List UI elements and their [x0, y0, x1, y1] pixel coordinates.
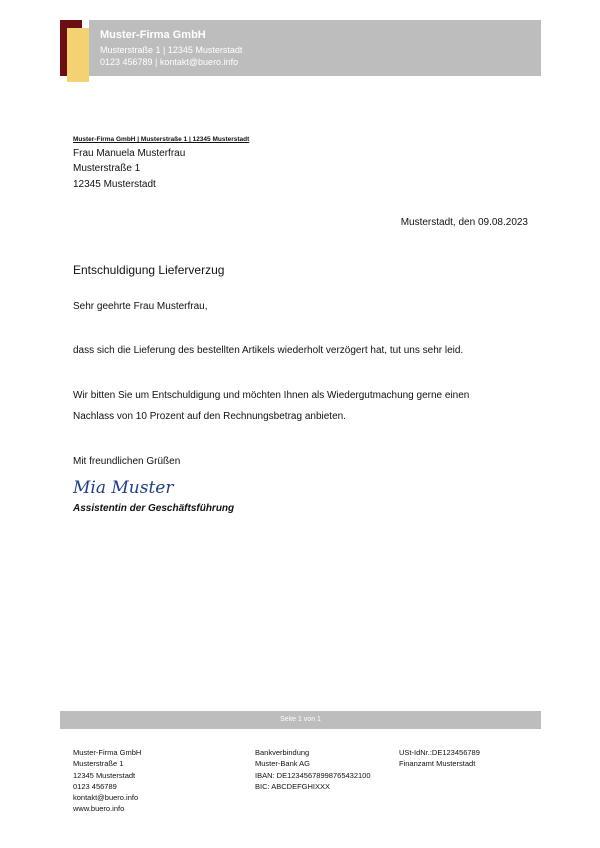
- footer-bank-name: Muster-Bank AG: [255, 759, 311, 769]
- page-number: Seite 1 von 1: [280, 716, 321, 723]
- footer-bank-bic: BIC: ABCDEFGHIXXX: [255, 781, 331, 791]
- footer-bank-heading: Bankverbindung: [255, 748, 310, 757]
- letter-subject: Entschuldigung Lieferverzug: [73, 263, 225, 277]
- sender-return-line: Muster-Firma GmbH | Musterstraße 1 | 12345 Musterstadt: [73, 136, 250, 143]
- signature: Mia Muster: [73, 478, 174, 498]
- footer-tax-column: [399, 747, 480, 770]
- footer-vat-id: USt-IdNr.:DE123456789: [399, 748, 480, 757]
- body-paragraph-1: dass sich die Lieferung des bestellten Artikels wiederholt verzögert hat, tut uns sehr leid.: [73, 345, 464, 356]
- date-line: Musterstadt, den 09.08.2023: [400, 217, 528, 228]
- header-contact-line: 0123 456789 | kontakt@buero.info: [100, 57, 239, 67]
- header-company-name: Muster-Firma GmbH: [100, 29, 206, 41]
- recipient-street: Musterstraße 1: [73, 163, 141, 174]
- footer-bank-iban: IBAN: DE12345678998765432100: [255, 770, 371, 780]
- footer-company-city: 12345 Musterstadt: [73, 770, 136, 780]
- footer-bank-column: [255, 747, 371, 792]
- footer-company-email: kontakt@buero.info: [73, 793, 139, 803]
- logo-yellow-block: [67, 28, 89, 82]
- recipient-name: Frau Manuela Musterfrau: [73, 148, 186, 159]
- header-address-line: Musterstraße 1 | 12345 Musterstadt: [100, 45, 243, 55]
- footer-company-column: [73, 747, 141, 815]
- footer-company-website: www.buero.info: [73, 804, 125, 814]
- body-paragraph-2-line-2: Nachlass von 10 Prozent auf den Rechnungsbetrag anbieten.: [73, 411, 346, 422]
- footer-tax-office: Finanzamt Musterstadt: [399, 759, 476, 769]
- signer-role: Assistentin der Geschäftsführung: [73, 503, 235, 514]
- footer-company-name: Muster-Firma GmbH: [73, 748, 142, 757]
- closing: Mit freundlichen Grüßen: [73, 456, 181, 467]
- footer-company-phone: 0123 456789: [73, 781, 117, 791]
- recipient-city: 12345 Musterstadt: [73, 179, 156, 190]
- body-paragraph-2-line-1: Wir bitten Sie um Entschuldigung und möchten Ihnen als Wiedergutmachung gerne einen: [73, 390, 470, 401]
- salutation: Sehr geehrte Frau Musterfrau,: [73, 301, 208, 312]
- footer-company-street: Musterstraße 1: [73, 759, 124, 769]
